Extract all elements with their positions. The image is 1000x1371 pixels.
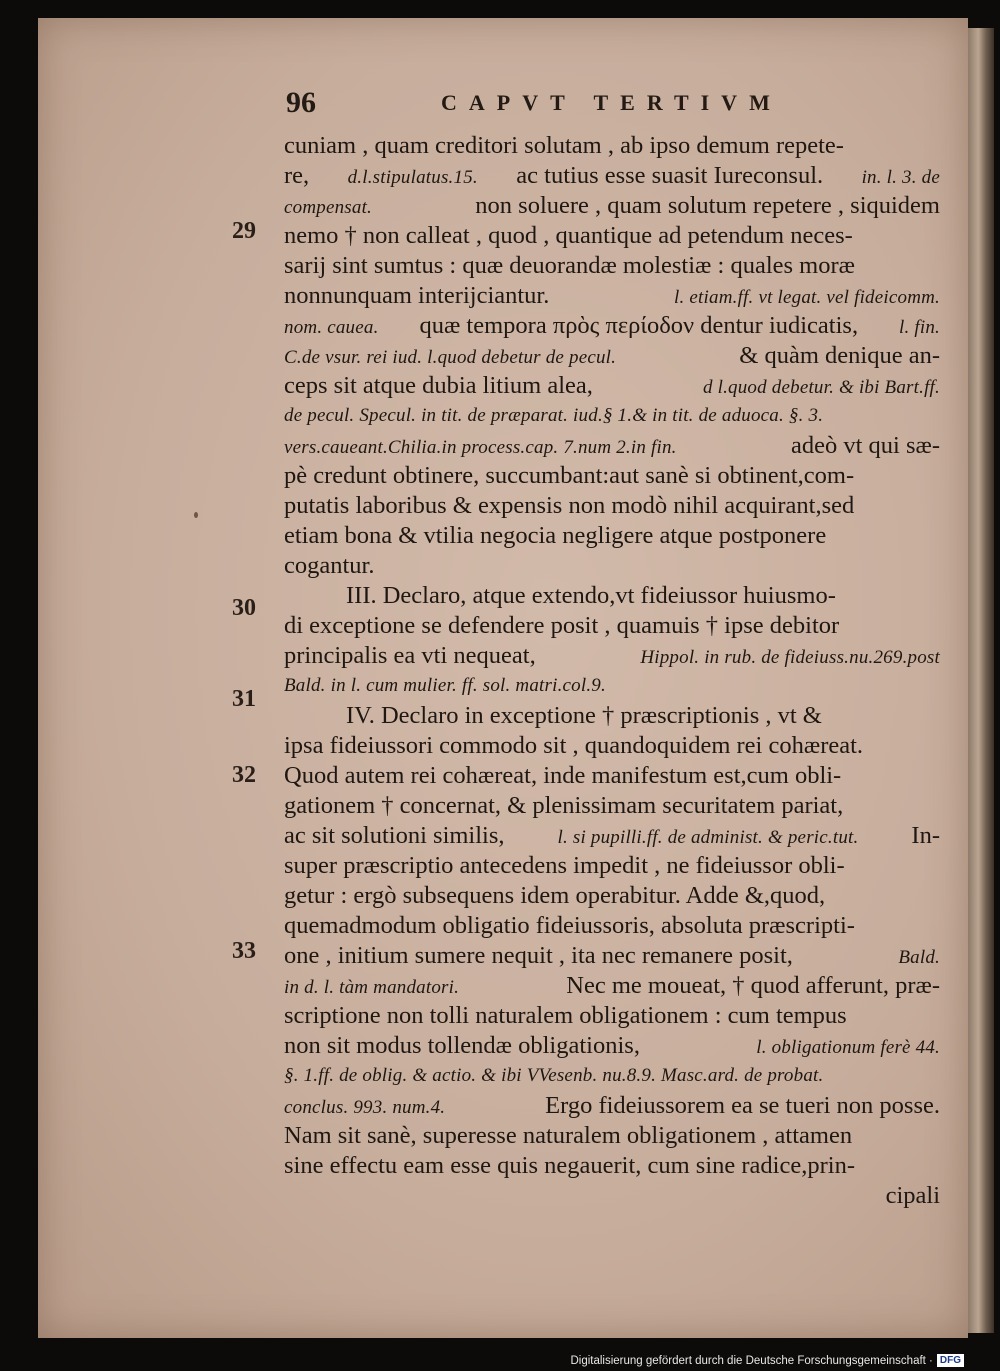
margin-number: 32 [232, 762, 256, 788]
citation-text: Bald. [898, 947, 940, 968]
citation-text: de pecul. Specul. in tit. de præparat. iud.§ 1.& in tit. de aduoca. §. 3. [284, 405, 824, 426]
text-segment: Nec me moueat, † quod afferunt, præ- [566, 972, 940, 999]
text-segment: ac tutius esse suasit Iureconsul. [516, 162, 824, 189]
text-line [284, 1181, 940, 1211]
text-segment: Ergo fideiussorem ea se tueri non posse. [545, 1092, 940, 1119]
text-segment: adeò vt qui sæ- [790, 432, 940, 459]
citation-text: compensat. [284, 197, 373, 218]
body-text [284, 131, 940, 1211]
text-segment: cogantur. [284, 552, 375, 579]
text-segment: super præscriptio antecedens impedit , ne fideiussor obli- [284, 852, 845, 879]
text-line [284, 911, 940, 941]
text-segment: cuniam , quam creditori solutam , ab ipso demum repete- [284, 132, 844, 159]
citation-text: nom. cauea. [284, 317, 379, 338]
citation-text: conclus. 993. num.4. [284, 1097, 446, 1118]
citation-text: Bald. in l. cum mulier. ff. sol. matri.col.9. [284, 675, 606, 696]
text-segment: ac sit solutioni similis, [284, 822, 505, 849]
text-line [284, 1001, 940, 1031]
text-segment: non sit modus tollendæ obligationis, [284, 1032, 640, 1059]
citation-text: in d. l. tàm mandatori. [284, 977, 460, 998]
citation-text: vers.caueant.Chilia.in process.cap. 7.num 2.in fin. [284, 437, 677, 458]
text-line [284, 641, 940, 671]
text-segment: etiam bona & vtilia negocia negligere atque postponere [284, 522, 827, 549]
text-line [284, 551, 940, 581]
text-line [284, 221, 940, 251]
text-segment: sarij sint sumtus : quæ deuorandæ molestiæ : quales moræ [284, 252, 855, 279]
text-segment: nemo † non calleat , quod , quantique ad petendum neces- [284, 222, 853, 249]
text-segment: re, [284, 162, 310, 189]
ink-spot [194, 512, 198, 518]
citation-text: l. fin. [899, 317, 940, 338]
text-line [284, 941, 940, 971]
text-segment: non soluere , quam solutum repetere , siquidem [475, 192, 940, 219]
text-line [284, 1121, 940, 1151]
text-segment: sine effectu eam esse quis negauerit, cum sine radice,prin- [284, 1152, 855, 1179]
text-segment: one , initium sumere nequit , ita nec remanere posit, [284, 942, 793, 969]
text-line [284, 371, 940, 401]
text-segment: IV. Declaro in exceptione † præscriptionis , vt & [346, 702, 822, 729]
running-head [286, 86, 946, 126]
text-line [284, 1151, 940, 1181]
text-segment: III. Declaro, atque extendo,vt fideiussor huiusmo- [346, 582, 836, 609]
chapter-title: CAPVT TERTIVM [441, 90, 782, 115]
text-line [284, 821, 940, 851]
text-line [284, 281, 940, 311]
text-line [284, 761, 940, 791]
text-segment: ipsa fideiussori commodo sit , quandoquidem rei cohæreat. [284, 732, 864, 759]
text-line [284, 191, 940, 221]
digitization-credit [570, 1354, 964, 1367]
margin-number: 33 [232, 938, 256, 964]
citation-text: d l.quod debetur. & ibi Bart.ff. [702, 377, 940, 398]
text-line [284, 311, 940, 341]
text-segment: ceps sit atque dubia litium alea, [284, 372, 593, 399]
text-segment: nonnunquam interijciantur. [284, 282, 550, 309]
text-segment: pè credunt obtinere, succumbant:aut sanè si obtinent,com- [284, 462, 855, 489]
text-segment: cipali [885, 1182, 940, 1209]
text-line [284, 461, 940, 491]
citation-text: §. 1.ff. de oblig. & actio. & ibi VVesenb. nu.8.9. Masc.ard. de probat. [284, 1065, 824, 1086]
text-line [284, 701, 940, 731]
citation-text: l. etiam.ff. vt legat. vel fideicomm. [674, 287, 940, 308]
text-segment: In- [911, 822, 940, 849]
text-segment: Quod autem rei cohæreat, inde manifestum est,cum obli- [284, 762, 842, 789]
dfg-logo: DFG [937, 1354, 964, 1367]
citation-text: d.l.stipulatus.15. [347, 167, 478, 188]
text-line [284, 851, 940, 881]
text-line [284, 1091, 940, 1121]
text-line [284, 791, 940, 821]
text-line [284, 1031, 940, 1061]
text-segment: Nam sit sanè, superesse naturalem obligationem , attamen [284, 1122, 853, 1149]
text-line [284, 581, 940, 611]
text-line [284, 971, 940, 1001]
text-line [284, 611, 940, 641]
text-line [284, 131, 940, 161]
text-segment: gationem † concernat, & plenissimam securitatem pariat, [284, 792, 844, 819]
text-line [284, 671, 940, 701]
citation-text: l. obligationum ferè 44. [756, 1037, 940, 1058]
margin-number: 29 [232, 218, 256, 244]
text-line [284, 401, 940, 431]
text-line [284, 881, 940, 911]
text-line [284, 1061, 940, 1091]
text-segment: scriptione non tolli naturalem obligationem : cum tempus [284, 1002, 847, 1029]
text-line [284, 341, 940, 371]
text-segment: di exceptione se defendere posit , quamuis † ipse debitor [284, 612, 840, 639]
citation-text: C.de vsur. rei iud. l.quod debetur de pecul. [284, 347, 617, 368]
text-segment: quemadmodum obligatio fideiussoris, absoluta præscripti- [284, 912, 855, 939]
text-line [284, 731, 940, 761]
margin-number: 31 [232, 686, 256, 712]
citation-text: Hippol. in rub. de fideiuss.nu.269.post [640, 647, 940, 668]
text-line [284, 161, 940, 191]
citation-text: l. si pupilli.ff. de administ. & peric.tut. [557, 827, 859, 848]
text-segment: quæ tempora πρὸς περίοδον dentur iudicatis, [419, 312, 859, 339]
citation-text: in. l. 3. de [861, 167, 940, 188]
text-segment: putatis laboribus & expensis non modò nihil acquirant,sed [284, 492, 855, 519]
text-line [284, 521, 940, 551]
text-segment: getur : ergò subsequens idem operabitur. Adde &,quod, [284, 882, 826, 909]
credit-text: Digitalisierung gefördert durch die Deutsche Forschungsgemeinschaft · [570, 1354, 933, 1367]
page-number: 96 [286, 86, 316, 119]
text-segment: principalis ea vti nequeat, [284, 642, 536, 669]
text-line [284, 431, 940, 461]
page-edge [968, 28, 994, 1333]
text-segment: & quàm denique an- [739, 342, 940, 369]
margin-number: 30 [232, 595, 256, 621]
text-line [284, 251, 940, 281]
text-line [284, 491, 940, 521]
